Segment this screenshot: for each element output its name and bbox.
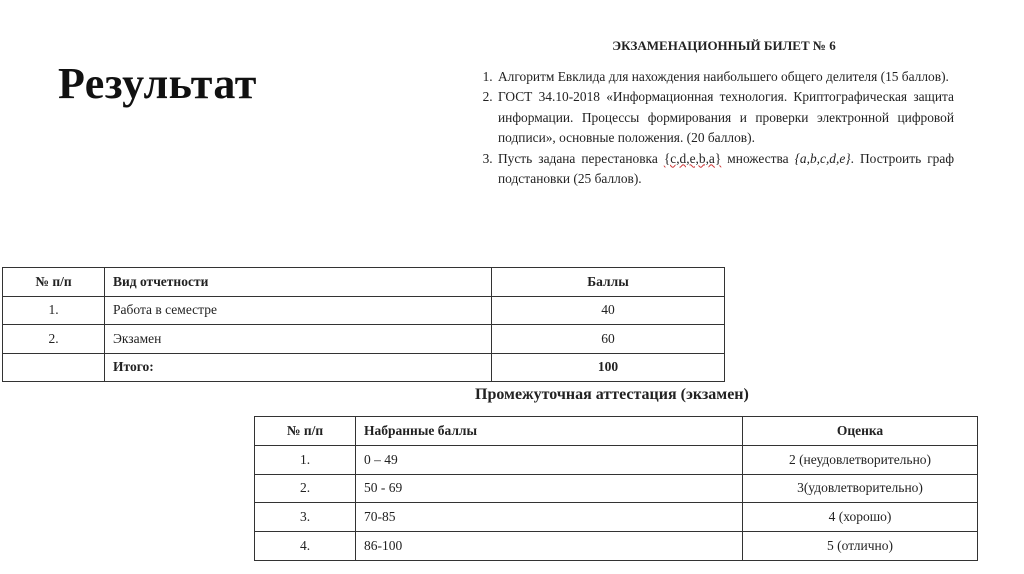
cell-grade: 2 (неудовлетворительно) bbox=[743, 445, 978, 474]
cell-range: 70-85 bbox=[356, 503, 743, 532]
cell-score: 40 bbox=[492, 296, 725, 325]
question-3-prefix: Пусть задана перестановка bbox=[498, 150, 664, 166]
table-row bbox=[255, 503, 978, 532]
permutation: {c,d,e,b,a} bbox=[663, 150, 722, 166]
table-row bbox=[255, 445, 978, 474]
ticket-question-2: 2. ГОСТ 34.10-2018 «Информационная технология. Криптографическая защита информации. Процессы формирования и проверки электронной цифровой подписи», основные положения. (20 баллов). bbox=[496, 87, 954, 149]
table-header-row bbox=[255, 417, 978, 446]
cell-kind: Работа в семестре bbox=[105, 296, 492, 325]
cell-score: 60 bbox=[492, 325, 725, 354]
grading-caption: Промежуточная аттестация (экзамен) bbox=[475, 386, 749, 403]
table-row bbox=[255, 474, 978, 503]
table-total-row bbox=[3, 353, 725, 382]
cell-grade: 5 (отлично) bbox=[743, 532, 978, 561]
header-num: № п/п bbox=[255, 417, 356, 446]
table-row bbox=[255, 532, 978, 561]
set: {a,b,c,d,e} bbox=[794, 150, 851, 166]
cell-num: 3. bbox=[255, 503, 356, 532]
header-range: Набранные баллы bbox=[356, 417, 743, 446]
slide-title: Результат bbox=[58, 59, 257, 108]
table-row bbox=[3, 296, 725, 325]
header-kind: Вид отчетности bbox=[105, 268, 492, 297]
cell-range: 0 – 49 bbox=[356, 445, 743, 474]
cell-grade: 3(удовлетворительно) bbox=[743, 474, 978, 503]
cell-num: 1. bbox=[255, 445, 356, 474]
header-score: Баллы bbox=[492, 268, 725, 297]
question-3-middle: множества bbox=[721, 150, 795, 166]
cell-range: 86-100 bbox=[356, 532, 743, 561]
cell-num: 1. bbox=[3, 296, 105, 325]
question-3-suffix: . Построить граф подстановки (25 баллов). bbox=[498, 150, 954, 186]
total-label: Итого: bbox=[105, 353, 492, 382]
cell-num: 2. bbox=[3, 325, 105, 354]
ticket-question-1: 1. Алгоритм Евклида для нахождения наибольшего общего делителя (15 баллов). bbox=[496, 67, 954, 88]
ticket-title: ЭКЗАМЕНАЦИОННЫЙ БИЛЕТ № 6 bbox=[612, 38, 836, 53]
cell-num: 4. bbox=[255, 532, 356, 561]
total-score: 100 bbox=[492, 353, 725, 382]
cell-num bbox=[3, 353, 105, 382]
ticket-question-list bbox=[474, 67, 954, 190]
table-row bbox=[3, 325, 725, 354]
header-grade: Оценка bbox=[743, 417, 978, 446]
header-num: № п/п bbox=[3, 268, 105, 297]
ticket-question-3 bbox=[496, 149, 954, 190]
exam-ticket bbox=[474, 36, 954, 190]
cell-range: 50 - 69 bbox=[356, 474, 743, 503]
cell-kind: Экзамен bbox=[105, 325, 492, 354]
table-header-row bbox=[3, 268, 725, 297]
cell-grade: 4 (хорошо) bbox=[743, 503, 978, 532]
cell-num: 2. bbox=[255, 474, 356, 503]
grading-table bbox=[254, 416, 978, 561]
score-table bbox=[2, 267, 725, 382]
